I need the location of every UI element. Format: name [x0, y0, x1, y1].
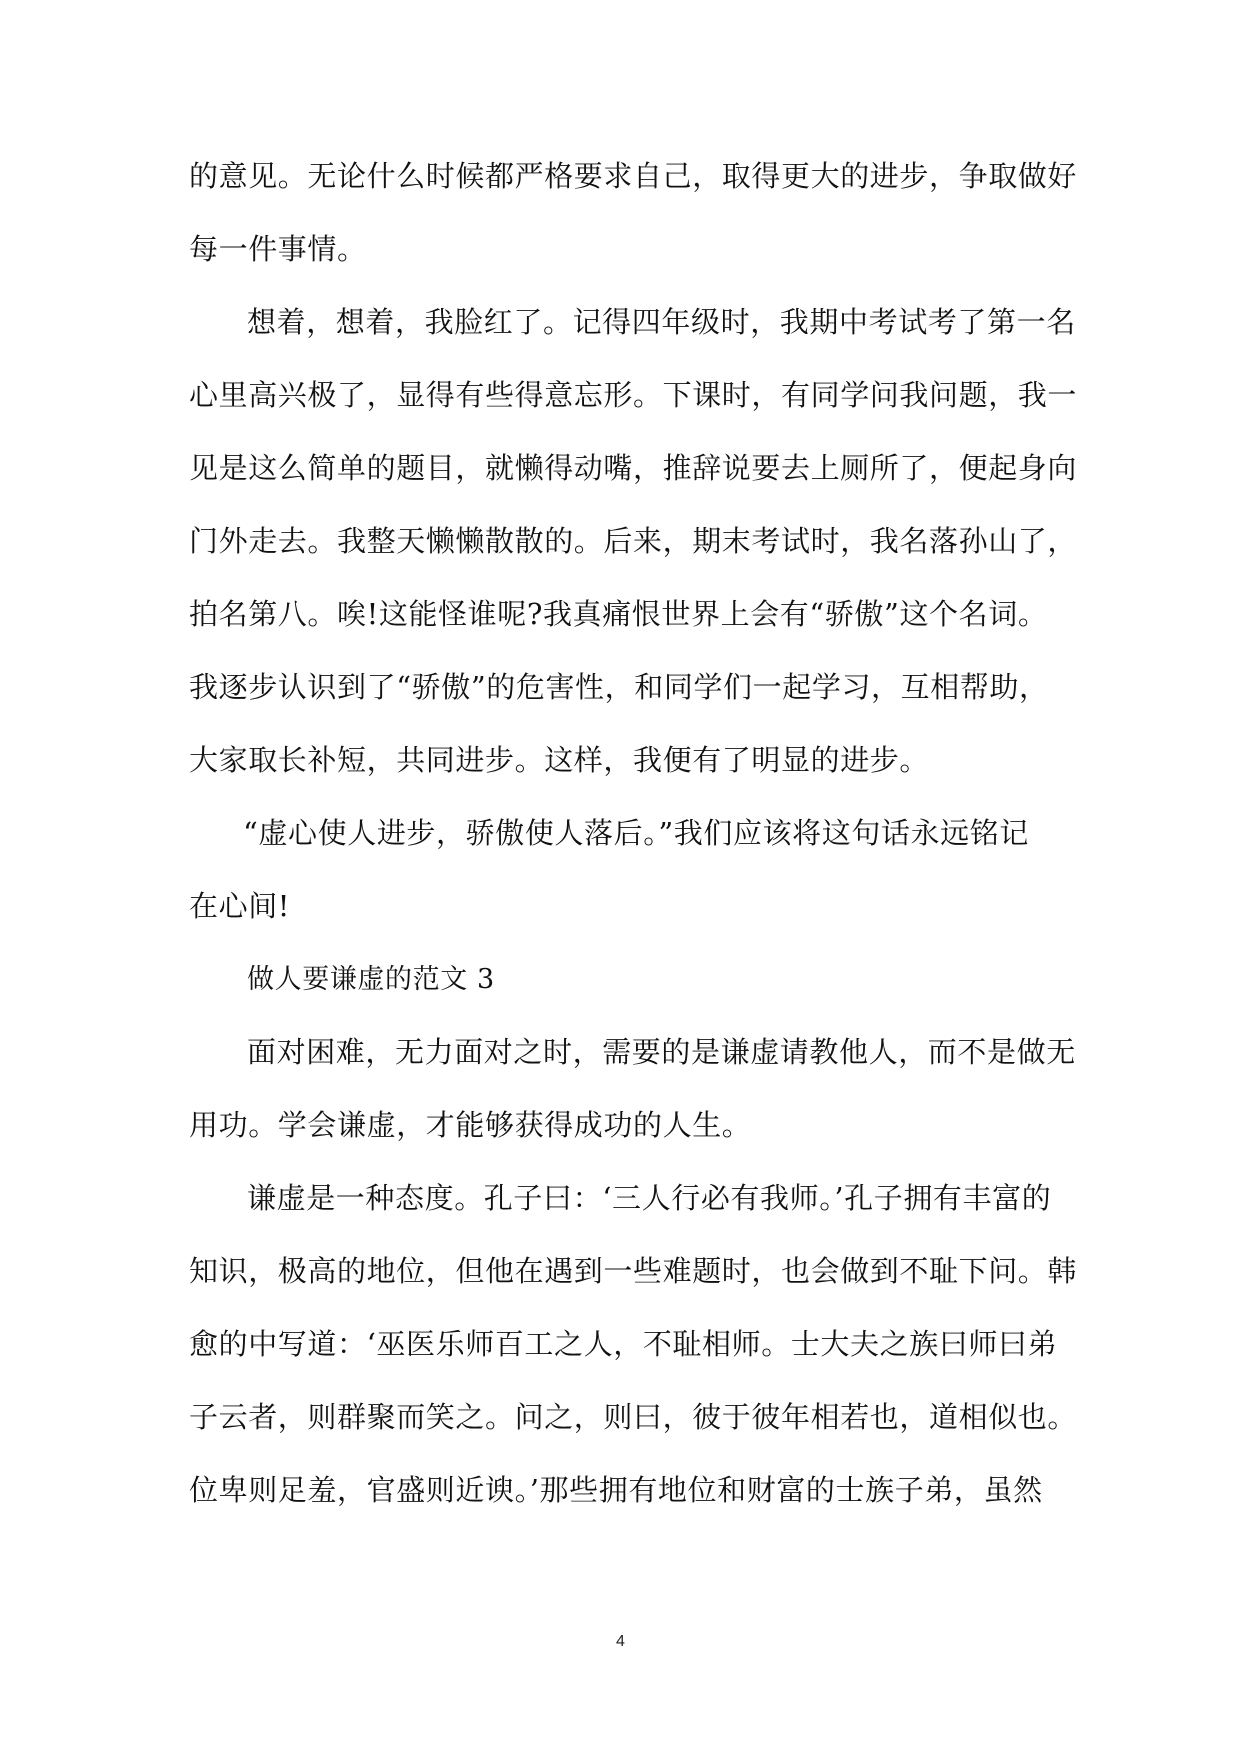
text-line: 用功。学会谦虚，才能够获得成功的人生。: [189, 1108, 752, 1142]
text-line: 拍名第八。唉!这能怪谁呢?我真痛恨世界上会有“骄傲”这个名词。: [189, 597, 1048, 631]
text-line: “虚心使人进步，骄傲使人落后。”我们应该将这句话永远铭记: [243, 816, 1029, 850]
text-line: 愈的中写道：‘巫医乐师百工之人，不耻相师。士大夫之族曰师曰弟: [189, 1327, 1058, 1361]
text-line: 心里高兴极了，显得有些得意忘形。下课时，有同学问我问题，我一: [189, 378, 1078, 412]
text-line: 位卑则足羞，官盛则近谀。’那些拥有地位和财富的士族子弟，虽然: [189, 1473, 1043, 1507]
text-line: 谦虚是一种态度。孔子曰：‘三人行必有我师。’孔子拥有丰富的: [247, 1181, 1052, 1215]
page-number: 4: [616, 1633, 625, 1650]
text-line: 知识，极高的地位，但他在遇到一些难题时，也会做到不耻下问。韩: [189, 1254, 1078, 1288]
text-line: 想着，想着，我脸红了。记得四年级时，我期中考试考了第一名: [247, 305, 1076, 339]
text-line: 在心间!: [189, 889, 291, 923]
section-heading: 做人要谦虚的范文 3: [247, 964, 495, 995]
text-line: 子云者，则群聚而笑之。问之，则曰，彼于彼年相若也，道相似也。: [189, 1400, 1078, 1434]
text-line: 门外走去。我整天懒懒散散的。后来，期末考试时，我名落孙山了，: [189, 524, 1078, 558]
text-line: 见是这么简单的题目，就懒得动嘴，推辞说要去上厕所了，便起身向: [189, 451, 1078, 485]
text-line: 的意见。无论什么时候都严格要求自己，取得更大的进步，争取做好: [189, 159, 1078, 193]
text-line: 每一件事情。: [189, 232, 367, 266]
text-line: 面对困难，无力面对之时，需要的是谦虚请教他人，而不是做无: [247, 1035, 1076, 1069]
text-line: 大家取长补短，共同进步。这样，我便有了明显的进步。: [189, 743, 930, 777]
text-line: 我逐步认识到了“骄傲”的危害性，和同学们一起学习，互相帮助，: [189, 670, 1049, 704]
body-text: [189, 140, 1078, 1527]
